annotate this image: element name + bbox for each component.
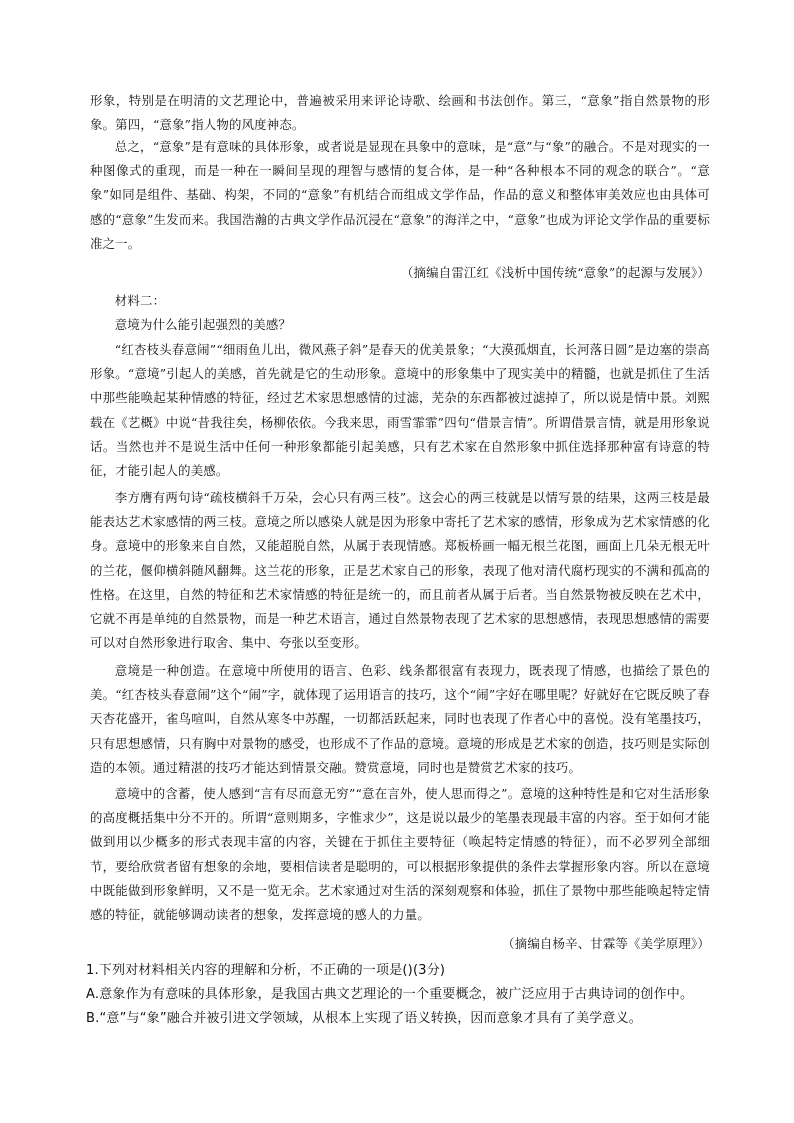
option-a: A.意象作为有意味的具体形象，是我国古典文艺理论的一个重要概念，被广泛应用于古典诗词的创作中。 bbox=[86, 987, 694, 1002]
paragraph: 总之，“意象”是有意味的具体形象，或者说是显现在具象中的意味，是“意”与“象”的融合。不是对现实的一种图像式的重现，而是一种在一瞬间呈现的理智与感情的复合体，是一种“各种根本不同的观念的联合”。“意象”如同是组件、基础、构架，不同的“意象”有机结合而组成文学作品，作品的意义和整体审美效应也由具体可感的“意象”生发而来。我国浩瀚的古典文学作品沉浸在“意象”的海洋之中，“意象”也成为评论文学作品的重要标准之一。 bbox=[90, 139, 710, 251]
material-two-paragraph-4 bbox=[90, 782, 710, 927]
section-heading: 意境为什么能引起强烈的美感？ bbox=[114, 317, 292, 332]
material-two-paragraph-1 bbox=[90, 338, 710, 483]
questions-section bbox=[86, 959, 726, 1031]
material-two-paragraph-2 bbox=[90, 486, 710, 655]
material-two-source bbox=[90, 932, 710, 956]
material-two-paragraph-3 bbox=[90, 659, 710, 780]
material-one-tail bbox=[90, 89, 710, 137]
option-b: B.“意”与“象”融合并被引进文学领域，从根本上实现了语义转换，因而意象才具有了美学意义。 bbox=[86, 1011, 642, 1026]
source-citation: （摘编自雷江红《浅析中国传统“意象”的起源与发展》） bbox=[400, 265, 710, 280]
material-two-label bbox=[90, 289, 710, 313]
paragraph: 意境是一种创造。在意境中所使用的语言、色彩、线条都很富有表现力，既表现了情感，也描绘了景色的美。“红杏枝头春意闹”这个“闹”字，就体现了运用语言的技巧，这个“闹”字好在哪里呢？好就好在它既反映了春天杏花盛开，雀鸟喧叫，自然从寒冬中苏醒，一切都活跃起来，同时也表现了作者心中的喜悦。没有笔墨技巧，只有思想感情，只有胸中对景物的感受，也形成不了作品的意境。意境的形成是艺术家的创造，技巧则是实际创造的本领。通过精湛的技巧才能达到情景交融。赞赏意境，同时也是赞赏艺术家的技巧。 bbox=[90, 663, 710, 775]
question-stem: 1.下列对材料相关内容的理解和分析，不正确的一项是()(3分) bbox=[86, 963, 446, 978]
paragraph: 意境中的含蓄，使人感到“言有尽而意无穷”“意在言外，使人思而得之”。意境的这种特性是和它对生活形象的高度概括集中分不开的。所谓“意则期多，字惟求少”，这是说以最少的笔墨表现最丰富的内容。至于如何才能做到用以少概多的形式表现丰富的内容，关键在于抓住主要特征（唤起特定情感的特征），而不必罗列全部细节，要给欣赏者留有想象的余地，要相信读者是聪明的，可以根据形象提供的条件去掌握形象内容。所以在意境中既能做到形象鲜明，又不是一览无余。艺术家通过对生活的深刻观察和体验，抓住了景物中那些能唤起特定情感的特征，就能够调动读者的想象，发挥意境的感人的力量。 bbox=[90, 786, 710, 923]
paragraph: 李方膺有两句诗“疏枝横斜千万朵，会心只有两三枝”。这会心的两三枝就是以情写景的结果，这两三枝是最能表达艺术家感情的两三枝。意境之所以感染人就是因为形象中寄托了艺术家的感情，形象成为艺术家情感的化身。意境中的形象来自自然，又能超脱自然，从属于表现情感。郑板桥画一幅无根兰花图，画面上几朵无根无叶的兰花，偃仰横斜随风翻舞。这兰花的形象，正是艺术家自己的形象，表现了他对清代腐朽现实的不满和孤高的性格。在这里，自然的特征和艺术家情感的特征是统一的，而且前者从属于后者。当自然景物被反映在艺术中，它就不再是单纯的自然景物，而是一种艺术语言，通过自然景物表现了艺术家的思想感情，表现思想感情的需要可以对自然形象进行取舍、集中、夸张以至变形。 bbox=[90, 490, 710, 651]
material-one-source bbox=[90, 261, 710, 285]
material-one-summary bbox=[90, 135, 710, 256]
section-label: 材料二： bbox=[114, 293, 166, 308]
source-citation: （摘编自杨辛、甘霖等《美学原理》） bbox=[502, 936, 710, 951]
paragraph: “红杏枝头春意闹”“细雨鱼儿出，微风燕子斜”是春天的优美景象；“大漠孤烟直，长河落日圆”是边塞的崇高形象。“意境”引起人的美感，首先就是它的生动形象。意境中的形象集中了现实美中的精髓，也就是抓住了生活中那些能唤起某种情感的特征，经过艺术家思想感情的过滤，芜杂的东西都被过滤掉了，所以说是情中景。刘熙载在《艺概》中说“昔我往矣，杨柳依依。今我来思，雨雪霏霏”四句“借景言情”。所谓借景言情，就是用形象说话。当然也并不是说生活中任何一种形象都能引起美感，只有艺术家在自然形象中抓住选择那种富有诗意的特征，才能引起人的美感。 bbox=[90, 342, 710, 479]
paragraph: 形象，特别是在明清的文艺理论中，普遍被采用来评论诗歌、绘画和书法创作。第三，“意象”指自然景物的形象。第四，“意象”指人物的风度神态。 bbox=[90, 93, 710, 133]
material-two-heading bbox=[90, 313, 710, 337]
